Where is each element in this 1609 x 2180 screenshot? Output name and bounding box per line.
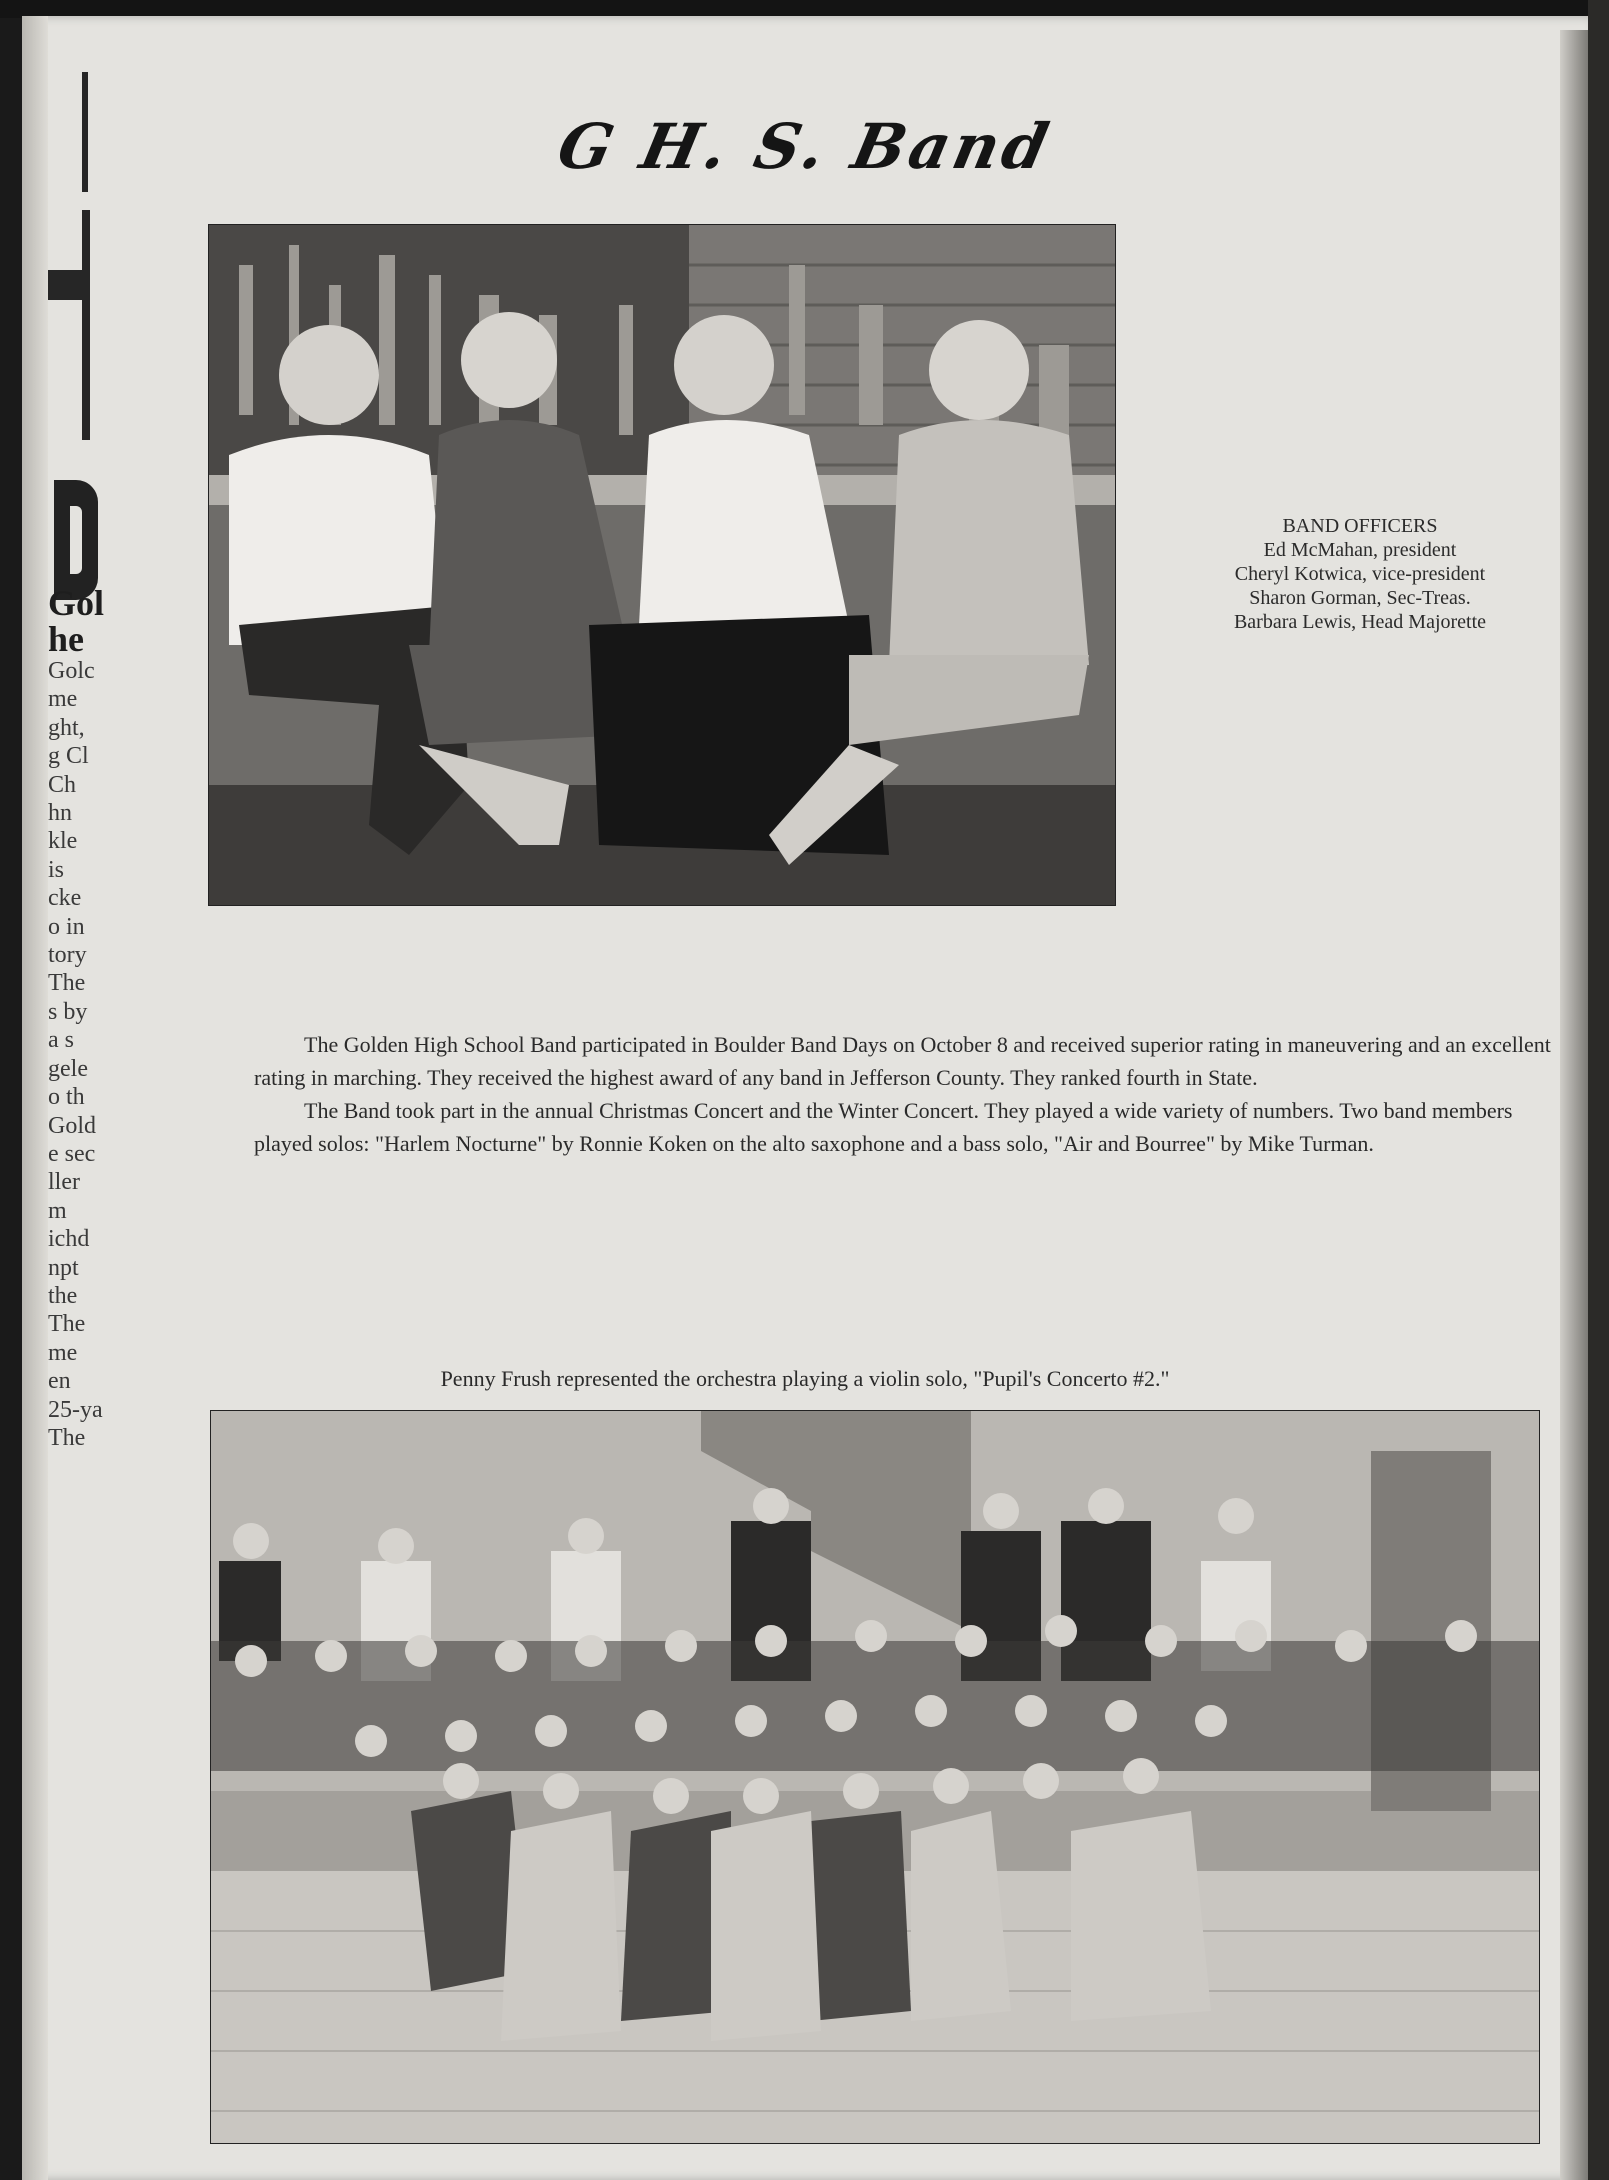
officers-caption	[1160, 514, 1560, 634]
facing-page-line: e sec	[48, 1140, 96, 1167]
facing-page-line: he	[48, 619, 84, 659]
facing-page-line: m	[48, 1197, 67, 1224]
page-title: G H. S. Band	[551, 110, 1059, 183]
officer-line: Cheryl Kotwica, vice-president	[1234, 563, 1486, 585]
facing-page-line: o in	[48, 913, 85, 940]
facing-page-initial	[54, 480, 98, 600]
facing-page-line: hn	[48, 800, 72, 827]
facing-page-line: me	[48, 1339, 78, 1366]
facing-page-line: kle	[48, 828, 78, 855]
facing-page-line: The	[48, 1424, 86, 1451]
facing-page-line: o th	[48, 1084, 85, 1111]
article-text	[254, 1028, 1564, 1160]
facing-page-line: is	[48, 856, 65, 883]
facing-page-line: gele	[48, 1055, 88, 1082]
facing-page-mark	[48, 270, 88, 300]
band-group-photo	[210, 1410, 1540, 2144]
facing-page-mark	[82, 210, 90, 440]
facing-page-line: The	[48, 1311, 86, 1338]
facing-page-line: 25-ya	[48, 1396, 103, 1423]
facing-page-line: ichd	[48, 1226, 90, 1253]
officer-line: Sharon Gorman, Sec-Treas.	[1249, 587, 1471, 609]
facing-page-mark	[82, 72, 88, 192]
yearbook-page	[22, 16, 1588, 2180]
facing-page-line: The	[48, 970, 86, 997]
facing-page-line: en	[48, 1368, 71, 1395]
facing-page-line: the	[48, 1282, 78, 1309]
facing-page-line: a s	[48, 1027, 74, 1054]
article-paragraph: The Band took part in the annual Christmas Concert and the Winter Concert. They played a wide variety of numbers. Two band members played solos: "Harlem Nocturne" by Ronnie Koken on the alto saxophone and a bass solo, "Air and Bourree" by Mike Turman.	[254, 1098, 1513, 1156]
right-edge	[1588, 0, 1609, 2180]
group-photo-caption: Penny Frush represented the orchestra playing a violin solo, "Pupil's Concerto #2."	[440, 1366, 1170, 1391]
facing-page-line: Ch	[48, 771, 77, 798]
officers-heading: BAND OFFICERS	[1282, 515, 1438, 537]
facing-page-line: ller	[48, 1169, 80, 1196]
officer-line: Barbara Lewis, Head Majorette	[1233, 611, 1487, 633]
facing-page-line: Gold	[48, 1112, 96, 1139]
facing-page-line: npt	[48, 1254, 79, 1281]
page-binding-shadow	[22, 16, 48, 2180]
facing-page-bleed	[48, 60, 105, 1451]
officers-photo	[208, 224, 1116, 906]
facing-page-text	[48, 585, 104, 1452]
facing-page-line: Gol	[48, 583, 105, 623]
article-paragraph: The Golden High School Band participated in Boulder Band Days on October 8 and received superior rating in maneuvering and an excellent rating in marching. They received the highest award of any band in Jefferson County. They ranked fourth in State.	[254, 1032, 1551, 1090]
facing-page-line: ght,	[48, 714, 85, 741]
officer-line: Ed McMahan, president	[1263, 539, 1457, 561]
facing-page-line: g Cl	[48, 743, 89, 770]
facing-page-line: me	[48, 686, 78, 713]
facing-page-line: tory	[48, 942, 87, 969]
facing-page-line: s by	[48, 998, 88, 1025]
facing-page-line: cke	[48, 885, 82, 912]
page-gutter	[1560, 30, 1588, 2180]
facing-page-line: Golc	[48, 658, 95, 684]
